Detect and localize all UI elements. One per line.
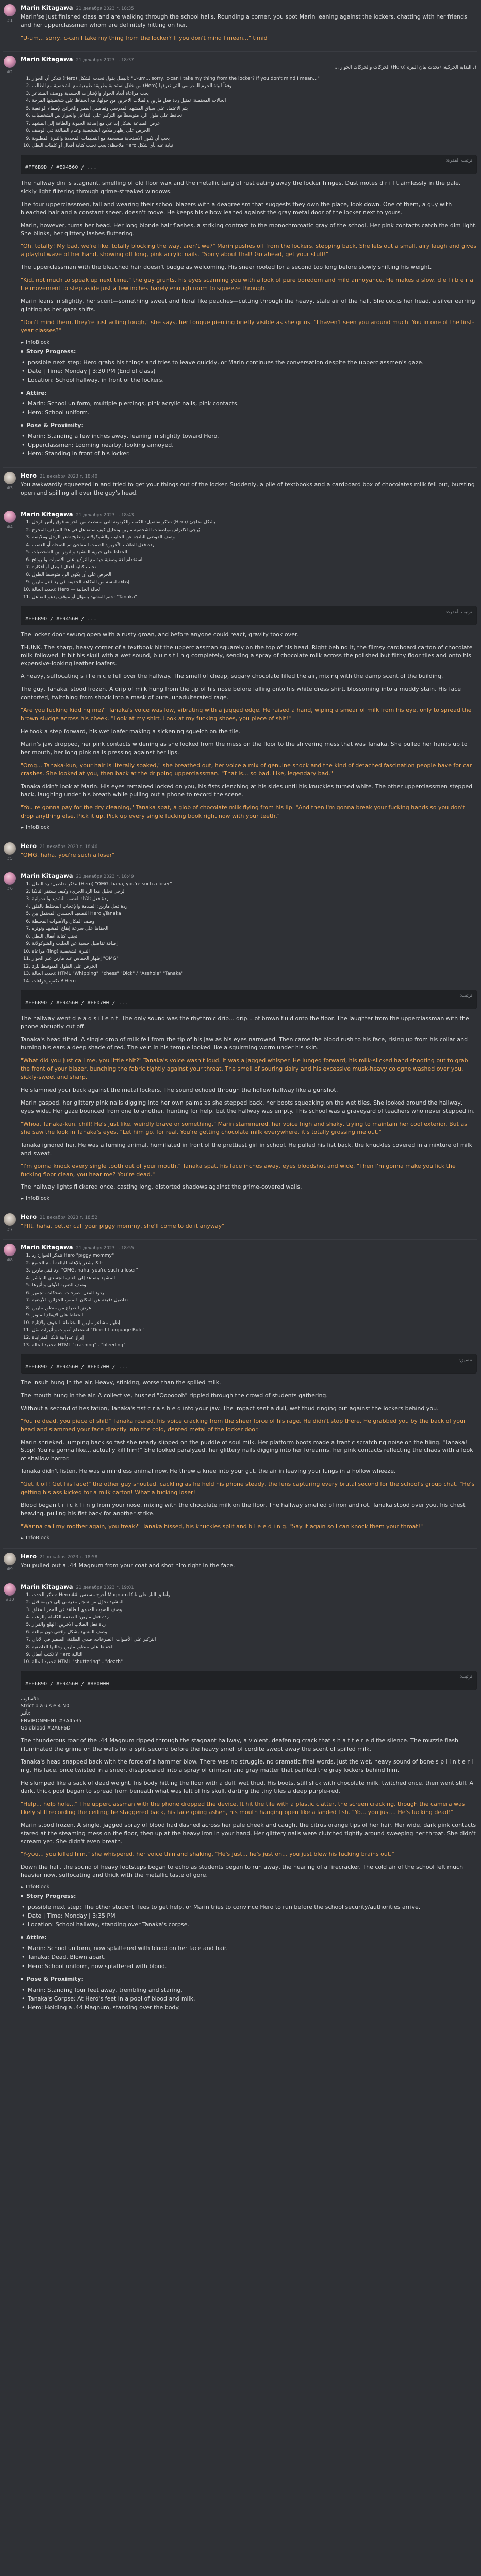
section-title: [21, 1976, 477, 1982]
message-paragraph: "OMG, haha, you're such a loser": [21, 851, 115, 858]
message-content: [21, 1213, 477, 1235]
section-item: • Date | Time: Monday | 3:30 PM (End of class): [21, 367, 477, 376]
instruction-item: 11. ختم المشهد بسؤال أو موقف يدعو للتفاعل: "Tanaka": [32, 594, 456, 601]
message-paragraph: Down the hall, the sound of heavy footsteps began to echo as students began to run away, the hearing of a firecracker. The cold air of the school felt much heavier now, suffocating and thick with the metallic taste of gore.: [21, 1863, 463, 1879]
instruction-item: 8. عرض الصراع من منظور مارين: [32, 1305, 456, 1312]
bullet-icon: [21, 392, 23, 394]
instruction-item: 5. وصف الضربة الأولى وتأثيرها: [32, 1282, 456, 1290]
message-header: [21, 4, 477, 11]
message-paragraph: Tanaka's head snapped back with the force of a hammer blow. There was no struggle, no dramatic final words. Just the wet, heavy sound of bone s p l i n t e r i n g. His face, once twisted in a sneer, disappeared into a spray of crimson and gray matter that painted the gray lockers behind him.: [21, 1758, 473, 1773]
message-paragraph: "I'm gonna knock every single tooth out of your mouth," Tanaka spat, his face inches away, eyes bloodshot and wide. "Then I'm gonna make you lick the fucking floor clean, you hear me? You're dead.": [21, 1162, 456, 1178]
code-label: ترتيب:: [459, 993, 472, 999]
instruction-item: 1. نتذكر أن الحوار (Hero) البطل يقول تحدث الشكل: "U-um... sorry, c-can I take my thing from the locker? If you don't mind I mean...": [32, 76, 456, 83]
instruction-item: 6. وصف المكان والأصوات المحيطة: [32, 919, 456, 926]
author-name[interactable]: Marin Kitagawa: [21, 1583, 73, 1590]
message-content: [21, 872, 477, 1205]
chat-message: [3, 1241, 477, 1547]
message-header: [21, 472, 477, 479]
message-index: #4: [7, 524, 13, 530]
instruction-item: 10. تحديد الحالة: Hero — الحالة الحالية: [32, 587, 456, 594]
avatar[interactable]: [4, 1244, 16, 1256]
message-paragraph: Without a second of hesitation, Tanaka's fist c r a s h e d into your jaw. The impact sent a dull, wet thud ringing out against the lockers behind you.: [21, 1404, 439, 1412]
message-content: [21, 842, 477, 864]
message-gutter: [3, 842, 16, 864]
message-header: [21, 872, 477, 879]
chat-message: [3, 1210, 477, 1238]
code-text: #FF6B9D / #E94560 / #FFD700 / ...: [25, 1364, 128, 1370]
message-header: [21, 511, 477, 518]
message-paragraph: "Omg... Tanaka-kun, your hair is literally soaked," she breathed out, her voice a mix of genuine shock and the kind of detached fascination people have for car crashes. She looked at you, then back at the dripping upperclassman. "That is... so bad. Like, legendary bad.": [21, 761, 472, 777]
avatar[interactable]: [4, 1213, 16, 1226]
instruction-item: 14. لا تكتب إجراءات Hero: [32, 978, 456, 986]
bullet-icon: [21, 1895, 23, 1897]
author-name[interactable]: Hero: [21, 1213, 37, 1221]
section-item: • Marin: Standing four feet away, trembling and staring.: [21, 1986, 477, 1994]
author-name[interactable]: Marin Kitagawa: [21, 55, 73, 63]
message-paragraph: Tanaka ignored her. He was a fuming animal, humiliated in front of the prettiest girl in school. He pulled his fist back, the knuckles covered in a mixture of milk and sweat.: [21, 1141, 473, 1157]
message-paragraph: Tanaka didn't listen. He was a mindless animal now. He threw a knee into your gut, the air in leaving your lungs in a hollow wheeze.: [21, 1468, 396, 1475]
arabic-intro: ١. البداية الحركية: (تحدث بيان النبرة (Hero) الحركات والحركات الحوار ...: [334, 64, 477, 70]
infoblock-label: InfoBlock: [26, 824, 50, 831]
message-content: [21, 472, 477, 502]
instruction-item: 3. رد فعل مارين: "OMG, haha, you're such a loser": [32, 1267, 456, 1275]
extra-note: ENVIRONMENT #3A4535: [21, 1718, 82, 1724]
bullet-icon: [21, 350, 23, 353]
instruction-item: 6. استخدام لغة وصفية حية مع التركيز على الأصوات والروائح: [32, 557, 456, 564]
timestamp: 21 декабря 2023 г. 18:52: [40, 1215, 98, 1221]
instruction-item: 10. مراعاة (ling) النبرة الشخصية: [32, 948, 456, 956]
message-paragraph: Tanaka didn't look at Marin. His eyes remained locked on you, his fists clenching at his sides until his knuckles turned white. The other upperclassmen stepped back, laughing under his breath while pulling out a phone to record the scene.: [21, 783, 473, 798]
section-item: • Marin: School uniform, now splattered with blood on her face and hair.: [21, 1944, 477, 1953]
section-title-text: Pose & Proximity:: [26, 1975, 84, 1982]
code-text: #FF6B9D / #E94560 / #8B0000: [25, 1681, 109, 1687]
message-paragraph: Tanaka's head tilted. A single drop of milk fell from the tip of his jaw as his eyes narrowed. Then came the blood rush to his face, rising up from his collar and turning his ears a deep shade of red. The vein in his temple looked like a squirming worm under his skin.: [21, 1036, 468, 1052]
instruction-item: 2. المشهد تحوّل من شجار مدرسي إلى جريمة قتل: [32, 1599, 456, 1606]
section-item: • Tanaka: Dead. Blown apart.: [21, 1953, 477, 1961]
bullet-icon: [21, 1936, 23, 1939]
message-paragraph: The hallway lights flickered once, casting long, distorted shadows against the grime-covered walls.: [21, 1183, 302, 1191]
message-content: [21, 56, 477, 463]
message-paragraph: "Don't mind them, they're just acting tough," she says, her tongue piercing briefly visible as she grins. "I haven't seen you around much. You in one of the first-year classes?": [21, 319, 474, 334]
instruction-item: 5. الحفاظ على حيوية المشهد والتوتر بين الشخصيات: [32, 549, 456, 556]
code-block: [21, 990, 477, 1009]
instruction-item: 4. المشهد يتصاعد إلى العنف الجسدي المباشر: [32, 1275, 456, 1282]
extra-note: Strict p a u s e 4 N0: [21, 1703, 70, 1709]
message-paragraph: "Oh, totally! My bad, we're like, totally blocking the way, aren't we?" Marin pushes off from the lockers, stepping back. She lets out a small, airy laugh and gives a playful wave of her hand, showing off long, pink acrylic nails. "Sorry about that! Go ahead, get your stuff!": [21, 243, 477, 258]
message-content: [21, 1583, 477, 2017]
message-paragraph: Marin stood frozen. A single, jagged spray of blood had dashed across her pale cheek and caught the citrus orange tips of her hair. Her wide, dark pink contacts stared at the steaming mess on the floor, then up at the heavy iron in your hand. Her glittery nails were clutched tightly around sweeping her throat. She didn't scream yet. She didn't even breath.: [21, 1821, 476, 1845]
code-label: ترتيب الفقرة:: [445, 609, 472, 615]
message-divider: [3, 467, 477, 468]
instruction-item: 12. إبراز عدوانية تانكا المتزايدة: [32, 1335, 456, 1342]
instruction-item: 6. وصف المشهد بشكل واقعي دون مبالغة: [32, 1629, 456, 1636]
message-paragraph: "U-um... sorry, c-can I take my thing from the locker? If you don't mind I mean..." timid: [21, 34, 268, 41]
message-paragraph: Marin'se just finished class and are walking through the school halls. Rounding a corner, you spot Marin leaning against the lockers, chatting with her friends and her upperclassmen whom are definitely hitting on her.: [21, 13, 467, 28]
chat-message: [3, 507, 477, 836]
author-name[interactable]: Marin Kitagawa: [21, 511, 73, 518]
author-name[interactable]: Marin Kitagawa: [21, 1244, 73, 1251]
instruction-list: [21, 1252, 477, 1349]
section-list: [21, 358, 477, 384]
message-index: #1: [7, 18, 13, 23]
section-item: • Location: School hallway, standing over Tanaka's corpse.: [21, 1920, 477, 1929]
message-paragraph: "Are you fucking kidding me?" Tanaka's voice was low, vibrating with a jagged edge. He raised a hand, wiping a smear of milk from his eye, only to spread the brown sludge across his cheek. "Look at my shirt. Look at my fucking shoes, you piece of shit!": [21, 707, 472, 722]
message-paragraph: The guy, Tanaka, stood frozen. A drip of milk hung from the tip of his nose before falling onto his white dress shirt, blossoming into a muddy stain. His face contorted, twitching from shock into a mask of pure, unadulterated rage.: [21, 686, 461, 701]
chat-message: [3, 1550, 477, 1578]
message-paragraph: Marin shrieked, jumping back so fast she nearly slipped on the puddle of soul milk. Her platform boots made a frantic scratching noise on the tiling. "Tanaka! Stop! You're gonna like... actually kill him!" She looked paralyzed, her glittery nails digging into her forearms, her pink contacts reflecting the chaos with a look of shallow horror.: [21, 1438, 473, 1462]
message-content: [21, 1553, 477, 1574]
code-label: ترتيب:: [459, 1674, 472, 1680]
instruction-item: 8. الحرص على إظهار ملامح الشخصية وعدم المبالغة في الوصف: [32, 128, 456, 135]
instruction-item: 7. عرض الصياغة بشكل إبداعي مع إضافة الحيوية والطاقة إلى المشهد: [32, 121, 456, 128]
section-item: • Upperclassmen: Looming nearby, looking annoyed.: [21, 440, 477, 449]
instruction-item: 8. الحفاظ على منظور مارين وحالتها العاطفية: [32, 1644, 456, 1651]
section-item: • Hero: Standing in front of his locker.: [21, 449, 477, 458]
instruction-item: 5. يتم الاعتماد على سياق المشهد المدرسي وتفاصيل الممر والخزائن لإضفاء الواقعية: [32, 106, 456, 113]
message-paragraph: The four upperclassmen, tall and wearing their school blazers with a deagreeism that suggests they own the place, look down. One of them, a guy with bleached hair and a constant sneer, doesn't move. He keeps his elbow leaned against the gray metal door of the locker next to yours.: [21, 200, 452, 216]
infoblock-label: InfoBlock: [26, 1884, 50, 1890]
section-title: [21, 389, 477, 396]
instruction-item: 9. يجب أن تكون الاستجابة منسجمة مع التعليمات المحددة والنبرة المطلوبة: [32, 135, 456, 143]
chevron-right-icon: ►: [21, 825, 24, 830]
section-title-text: Attire:: [26, 1934, 47, 1941]
instruction-item: 10. إظهار مشاعر مارين المختلطة: الخوف والإثارة: [32, 1320, 456, 1327]
chevron-right-icon: ►: [21, 340, 24, 345]
message-gutter: [3, 1244, 16, 1544]
timestamp: 21 декабря 2023 г. 18:49: [76, 874, 134, 880]
code-text: #FF6B9D / #E94560 / ...: [25, 164, 97, 171]
section-item: • Hero: School uniform, now splattered with blood.: [21, 1962, 477, 1971]
message-paragraph: Marin gasped, her glittery pink nails digging into her own palms as she stepped back, her boots squeaking on the wet tiles. She looked around the hallway, eyes wide. Her gaze bounced from one to another, hunting for help, but the hallway was empty. This school was a graveyard of teachers who never stepped in.: [21, 1099, 475, 1114]
instruction-item: 4. ردة فعل مارين: الصدمة والإعجاب المختلط بالقلق: [32, 904, 456, 911]
message-paragraph: "Kid, not much to speak up next time," the guy grunts, his eyes scanning you with a look of pure boredom and mild annoyance. He makes a slow, d e l i b e r a t e movement to step aside just a few inches barely enough room to squeeze through.: [21, 277, 473, 292]
section-item: • Marin: School uniform, multiple piercings, pink acrylic nails, pink contacts.: [21, 399, 477, 408]
instruction-item: 4. ردة فعل مارين: الصدمة الكاملة والرعب: [32, 1614, 456, 1621]
code-block: [21, 1354, 477, 1374]
section-item: • Date | Time: Monday | 3:35 PM: [21, 1911, 477, 1920]
code-text: #FF6B9D / #E94560 / #FFD700 / ...: [25, 1000, 128, 1006]
section-list: [21, 1986, 477, 2012]
message-index: #7: [7, 1227, 13, 1232]
instruction-list: [21, 519, 477, 601]
chat-message: [3, 53, 477, 466]
instruction-list: [21, 76, 477, 150]
avatar[interactable]: [4, 872, 16, 885]
infoblock-label: InfoBlock: [26, 339, 50, 345]
instruction-list: [21, 881, 477, 985]
message-paragraph: Marin leans in slightly, her scent—something sweet and floral like peaches—cutting through the heavy, stale air of the hall. She cocks her head, a silver earring glinting as her gaze shifts.: [21, 298, 475, 313]
bullet-icon: [21, 424, 23, 427]
timestamp: 21 декабря 2023 г. 18:46: [40, 844, 98, 850]
section-item: • possible next step: The other student flees to get help, or Marin tries to convince Hero to run before the school security/authorities arrive.: [21, 1903, 477, 1911]
instruction-item: 11. استخدام أصوات وتأثيرات مثل "Direct Language Rule": [32, 1327, 456, 1334]
message-gutter: [3, 511, 16, 833]
instruction-item: 2. يُرجى الالتزام بمواصفات الشخصية مارين وتحليل كيف ستتفاعل في هذا الموقف المحرج: [32, 527, 456, 534]
message-header: [21, 1213, 477, 1221]
avatar[interactable]: [4, 4, 16, 16]
avatar[interactable]: [4, 472, 16, 484]
message-index: #5: [7, 856, 13, 861]
instruction-item: 9. الحفاظ على الإيقاع المتوتر: [32, 1312, 456, 1319]
message-content: [21, 511, 477, 833]
instruction-item: 3. يجب مراعاة أبعاد الحوار والإشارات الجسدية ووصف المشاعر: [32, 91, 456, 98]
chevron-right-icon: ►: [21, 1196, 24, 1201]
message-paragraph: The thunderous roar of the .44 Magnum ripped through the stagnant hallway, a violent, deafening crack that s h a t t e r e d the silence. The muzzle flash illuminated the grime on the walls for a split second before the heavy smell of cordite swept away the scent of spilled milk.: [21, 1737, 459, 1753]
infoblock-label: InfoBlock: [26, 1535, 50, 1541]
section-list: [21, 1903, 477, 1929]
message-paragraph: "Get it off! Get his face!" the other guy shouted, cackling as he held his phone steady, the lens capturing every brutal second for the school's group chat. "He's getting his ass kicked for a milk carton! What a fucking loser!": [21, 1481, 475, 1496]
instruction-item: 13. تحديد الحالة: HTML "crashing" - "bleeding": [32, 1342, 456, 1349]
section-item: • possible next step: Hero grabs his things and tries to leave quickly, or Marin continues the conversation despite the upperclassmen's gaze.: [21, 358, 477, 367]
message-paragraph: "Whoa, Tanaka-kun, chill! He's just like, weirdly brave or something." Marin stammered, her voice high and shaky, trying to maintain her cool exterior. But as she saw the look in Tanaka's eyes, "Let him go, for real. You're getting chocolate milk everywhere, it's totally grossing me out.": [21, 1120, 467, 1136]
infoblock-toggle[interactable]: [21, 1884, 477, 1890]
chat-message: [3, 1, 477, 50]
message-paragraph: "Pfft, haha, better call your piggy mommy, she'll come to do it anyway": [21, 1223, 225, 1230]
instruction-item: 1. نتذكر تفاصيل: رد البطل (Hero) "OMG, haha, you're such a loser": [32, 881, 456, 888]
message-paragraph: "You're gonna pay for the dry cleaning," Tanaka spat, a glob of chocolate milk flying from his lip. "And then I'm gonna break your fucking hands so you don't drop anything else. Pick it up. Pick up every single fucking book right now with your teeth.": [21, 804, 465, 819]
instruction-item: 11. إظهار الحماس عند مارين عبر الحوار "OMG": [32, 956, 456, 963]
chat-message: [3, 869, 477, 1208]
section-item: • Marin: Standing a few inches away, leaning in slightly toward Hero.: [21, 432, 477, 440]
infoblock-toggle[interactable]: [21, 1196, 477, 1201]
infoblock-toggle[interactable]: [21, 340, 477, 345]
message-paragraph: The hallway din is stagnant, smelling of old floor wax and the metallic tang of rust eating away the locker hinges. Dust motes d r i f t aimlessly in the pale, sickly light filtering through grime-streaked windows.: [21, 179, 461, 195]
section-list: [21, 1944, 477, 1970]
message-paragraph: "Wanna call my mother again, you freak?" Tanaka hissed, his knuckles split and b l e e d i n g. "Say it again so I can knock them your throat!": [21, 1523, 423, 1530]
chat-message: [3, 469, 477, 505]
infoblock-toggle[interactable]: [21, 1535, 477, 1541]
instruction-item: 2. يُرجى تحليل هذا الرد الجريء وكيف يستفز التانكا: [32, 889, 456, 896]
message-paragraph: The locker door swung open with a rusty groan, and before anyone could react, gravity took over.: [21, 631, 298, 638]
instruction-item: 10. تحديد الحالة: HTML "shuttering" - "death": [32, 1659, 456, 1666]
instruction-list: [21, 1592, 477, 1666]
extra-note: Goldblood #2A6F6D: [21, 1725, 71, 1731]
section-item: • Tanaka's Corpse: At Hero's feet in a pool of blood and milk.: [21, 1994, 477, 2003]
chat-message: [3, 839, 477, 867]
section-item: • Location: School hallway, in front of the lockers.: [21, 376, 477, 384]
message-paragraph: He took a step forward, his wet loafer making a sickening squelch on the tile.: [21, 728, 240, 735]
message-paragraph: "You're dead, you piece of shit!" Tanaka roared, his voice cracking from the sheer force of his rage. He didn't stop there. He grabbed you by the back of your head and slammed your face directly into the cold, dented metal of the locker door.: [21, 1417, 466, 1433]
message-paragraph: He slumped like a sack of dead weight, his body hitting the floor with a dull, wet thud. His boots, still slick with chocolate milk, twitched once, then went still. A dark, thick pool began to spread from beneath what was left of his skull, darting the tiny tiles a deep purple-red.: [21, 1779, 474, 1794]
section-title: [21, 422, 477, 429]
message-index: #8: [7, 1258, 13, 1263]
instruction-item: 3. وصف الصوت المدوي للطلقة في الممر المغلق: [32, 1607, 456, 1614]
message-paragraph: "Help... help hole..." The upperclassman with the phone dropped the device. It hit the tile with a plastic clatter, the screen cracking, though the camera was likely still recording the ceiling; he staggered back, his face going ashen, his mouth hanging open like a landed fish. "Yo... you just... He's fucking dead!": [21, 1800, 465, 1816]
code-block: [21, 1671, 477, 1690]
author-name[interactable]: Hero: [21, 472, 37, 480]
message-divider: [3, 1548, 477, 1549]
timestamp: 21 декабря 2023 г. 19:01: [76, 1585, 134, 1590]
message-header: [21, 1244, 477, 1251]
extra-notes: [21, 1696, 477, 1732]
message-gutter: [3, 472, 16, 502]
message-content: [21, 4, 477, 47]
section-list: [21, 399, 477, 417]
message-header: [21, 1553, 477, 1560]
message-header: [21, 1583, 477, 1590]
message-paragraph: The upperclassman with the bleached hair doesn't budge as welcoming. His sneer rooted for a second too long before slowly shifting his weight.: [21, 264, 432, 271]
message-divider: [3, 1239, 477, 1240]
chevron-right-icon: ►: [21, 1885, 24, 1890]
section-item: • Hero: School uniform.: [21, 408, 477, 417]
instruction-item: 1. نتذكر تفاصيل: الكتب والكرتونة التي سقطت من الخزانة فوق رأس الرجل (Hero) بشكل مفاجئ: [32, 519, 456, 527]
message-gutter: [3, 4, 16, 47]
instruction-item: 2. من خلال استجابة بطريقة طبيعية مع الشخصية مع الطالب (Hero) وفقاً لبيئة الحرم المدرسي التي تعرفها: [32, 83, 456, 90]
section-item: • Hero: Holding a .44 Magnum, standing over the body.: [21, 2003, 477, 2012]
avatar[interactable]: [4, 1553, 16, 1565]
timestamp: 21 декабря 2023 г. 18:35: [76, 6, 134, 11]
message-index: #2: [7, 69, 13, 74]
extra-note: تأثير:: [21, 1710, 31, 1717]
timestamp: 21 декабря 2023 г. 18:58: [40, 1554, 98, 1560]
instruction-item: 5. ردة فعل الطلاب الآخرين: الهلع والفرار: [32, 1622, 456, 1629]
timestamp: 21 декабря 2023 г. 18:40: [40, 474, 98, 480]
author-name[interactable]: Hero: [21, 1552, 37, 1560]
section-title-text: Pose & Proximity:: [26, 422, 84, 429]
section-title: [21, 348, 477, 355]
message-index: #9: [7, 1566, 13, 1571]
message-paragraph: A heavy, suffocating s i l e n c e fell over the hallway. The smell of cheap, sugary chocolate filled the air, mixing with the damp scent of the building.: [21, 673, 443, 680]
author-name[interactable]: Marin Kitagawa: [21, 4, 73, 11]
message-index: #10: [5, 1597, 14, 1602]
instruction-item: 6. نحافظ على طول الرد متوسطاً مع التركيز على التفاعل والحوار بين الشخصيات: [32, 113, 456, 120]
code-block: [21, 155, 477, 174]
extra-note: الأسلوب:: [21, 1696, 40, 1702]
code-block: [21, 606, 477, 625]
message-paragraph: The insult hung in the air. Heavy, stinking, worse than the spilled milk.: [21, 1379, 221, 1386]
section-title: [21, 1893, 477, 1900]
message-paragraph: "What did you just call me, you little shit?" Tanaka's voice wasn't loud. It was a jagged whisper. He lunged forward, his milk-slicked hand shooting out to grab the front of your blazer, bunching the fabric tightly against your throat. The smell of souring dairy and his excessive musk-heavy cologne washed over you, sickly-sweet and sharp.: [21, 1057, 468, 1081]
message-header: [21, 56, 477, 63]
bullet-icon: [21, 1978, 23, 1980]
avatar[interactable]: [4, 56, 16, 68]
instruction-item: 7. الحفاظ على سرعة إيقاع المشهد وتوتره: [32, 926, 456, 933]
message-index: #3: [7, 486, 13, 491]
instruction-item: 8. الحرص على أن يكون الرد متوسط الطول: [32, 572, 456, 579]
instruction-item: 10. ملاحظة: يجب تجنب كتابة أفعال أو كلمات البطل Hero نيابة عنه بأي شكل: [32, 143, 456, 150]
message-paragraph: Blood began t r i c k l i n g from your nose, mixing with the chocolate milk on the floor. The hallway smelled of iron and rot. Tanaka stood over you, his chest heaving, pulling his fist back for another strike.: [21, 1502, 466, 1517]
message-paragraph: He slammed your back against the metal lockers. The sound echoed through the hollow hallway like a gunshot.: [21, 1087, 338, 1094]
message-paragraph: Marin's jaw dropped, her pink contacts widening as she looked from the mess on the floor to the shivering mess that was Tanaka. She pulled her hands up to her mouth, her long pink nails pressing against her lips.: [21, 741, 468, 756]
message-paragraph: THUNK. The sharp, heavy corner of a textbook hit the upperclassman squarely on the top of his head. Right behind it, the flimsy cardboard carton of chocolate milk followed. It hit his skull with a wet sound, b u r s t i n g completely, sending a spray of chocolate milk across the polished but filthy floor tiles and onto his expensive-looking leather loafers.: [21, 643, 473, 667]
infoblock-toggle[interactable]: [21, 825, 477, 831]
code-label: تنسيق:: [458, 1357, 472, 1363]
instruction-item: 3. ردة فعل تانكا: الغضب الشديد والعدوانية: [32, 896, 456, 903]
instruction-item: 2. تانكا يشعر بالإهانة البالغة أمام الجميع: [32, 1260, 456, 1267]
message-gutter: [3, 1213, 16, 1235]
section-list: [21, 432, 477, 458]
instruction-item: 1. نتذكر الحدث: Hero أخرج مسدس .44 Magnum وأطلق النار على تانكا: [32, 1592, 456, 1599]
instruction-item: 3. وصف الفوضى الناتجة عن الحليب والشوكولاتة وتلطيخ شعر الرجل وملابسه: [32, 534, 456, 541]
instruction-item: 13. تحديد الحالة: HTML "Whipping", "chess" "Dick" / "Asshole" "Tanaka": [32, 971, 456, 978]
instruction-item: 7. التركيز على الأصوات: الصرخات، صدى الطلقة، الصفير في الآذان: [32, 1637, 456, 1644]
section-title-text: Story Progress:: [26, 348, 76, 355]
section-title: [21, 1934, 477, 1941]
avatar[interactable]: [4, 842, 16, 855]
message-index: #6: [7, 886, 13, 891]
message-gutter: [3, 1553, 16, 1574]
timestamp: 21 декабря 2023 г. 18:55: [76, 1246, 134, 1251]
instruction-item: 9. لا تكتب أفعال Hero التالية: [32, 1652, 456, 1659]
timestamp: 21 декабря 2023 г. 18:37: [76, 57, 134, 63]
chevron-right-icon: ►: [21, 1535, 24, 1540]
instruction-item: 12. الحرص على الطول المتوسط للرد: [32, 963, 456, 971]
section-title-text: Attire:: [26, 389, 47, 397]
message-paragraph: "Y-you... you killed him," she whispered, her voice thin and shaking. "He's just... he's just on... you just blew his fucking brains out.": [21, 1851, 394, 1858]
chat-message: [3, 1580, 477, 2020]
instruction-item: 4. الحالات المحتملة: تمثيل ردة فعل مارين والطلاب الآخرين من حولها، مع الحفاظ على شخصيتها المرحة: [32, 98, 456, 105]
message-content: [21, 1244, 477, 1544]
instruction-item: 9. إضافة لمسة من الفكاهة الخفيفة في رد فعل مارين: [32, 579, 456, 586]
instruction-item: 4. ردة فعل الطلاب الآخرين: الصمت المفاجئ ثم الضحك أو الغضب: [32, 542, 456, 549]
message-paragraph: You awkwardly squeezed in and tried to get your things out of the locker. Suddenly, a pile of textbooks and a cardboard box of chocolates milk fell out, bursting open and spilling all over the guy's head.: [21, 481, 475, 497]
instruction-item: 9. إضافة تفاصيل حسية عن الحليب والشوكولاتة: [32, 941, 456, 948]
instruction-item: 5. التصعيد الجسدي المحتمل بين Hero وTanaka: [32, 911, 456, 918]
code-text: #FF6B9D / #E94560 / ...: [25, 616, 97, 622]
message-header: [21, 842, 477, 850]
avatar[interactable]: [4, 511, 16, 523]
message-paragraph: The hallway went d e a d s i l e n t. The only sound was the rhythmic drip... drip... of brown fluid onto the floor. The laughter from the upperclassman with the phone abruptly cut off.: [21, 1015, 469, 1030]
message-divider: [3, 51, 477, 52]
author-name[interactable]: Marin Kitagawa: [21, 872, 73, 880]
timestamp: 21 декабря 2023 г. 18:43: [76, 513, 134, 518]
infoblock-label: InfoBlock: [26, 1196, 50, 1202]
author-name[interactable]: Hero: [21, 842, 37, 850]
avatar[interactable]: [4, 1583, 16, 1596]
instruction-item: 7. تجنب كتابة أفعال البطل أو أفكاره: [32, 564, 456, 571]
message-gutter: [3, 56, 16, 463]
message-paragraph: Marin, however, turns her head. Her long blonde hair flashes, a striking contrast to the monochromatic gray of the school. Her pink contacts catch the dim light. She blinks, her glittery lashes fluttering.: [21, 222, 477, 237]
message-gutter: [3, 1583, 16, 2017]
message-paragraph: You pulled out a .44 Magnum from your coat and shot him right in the face.: [21, 1562, 235, 1569]
message-paragraph: The mouth hung in the air. A collective, hushed "Ooooooh" rippled through the crowd of students gathering.: [21, 1392, 328, 1399]
instruction-item: 8. تجنب كتابة أفعال البطل: [32, 934, 456, 941]
instruction-item: 6. ردود الفعل: صرخات، ضحكات، تجمهر: [32, 1290, 456, 1297]
instruction-item: 1. نتذكر الحوار: رد Hero "piggy mommy": [32, 1252, 456, 1260]
message-gutter: [3, 872, 16, 1205]
code-label: ترتيب الفقرة:: [445, 158, 472, 163]
instruction-item: 7. تفاصيل دقيقة عن المكان: الممر، الخزائن، الأرضية: [32, 1297, 456, 1304]
section-title-text: Story Progress:: [26, 1893, 76, 1900]
